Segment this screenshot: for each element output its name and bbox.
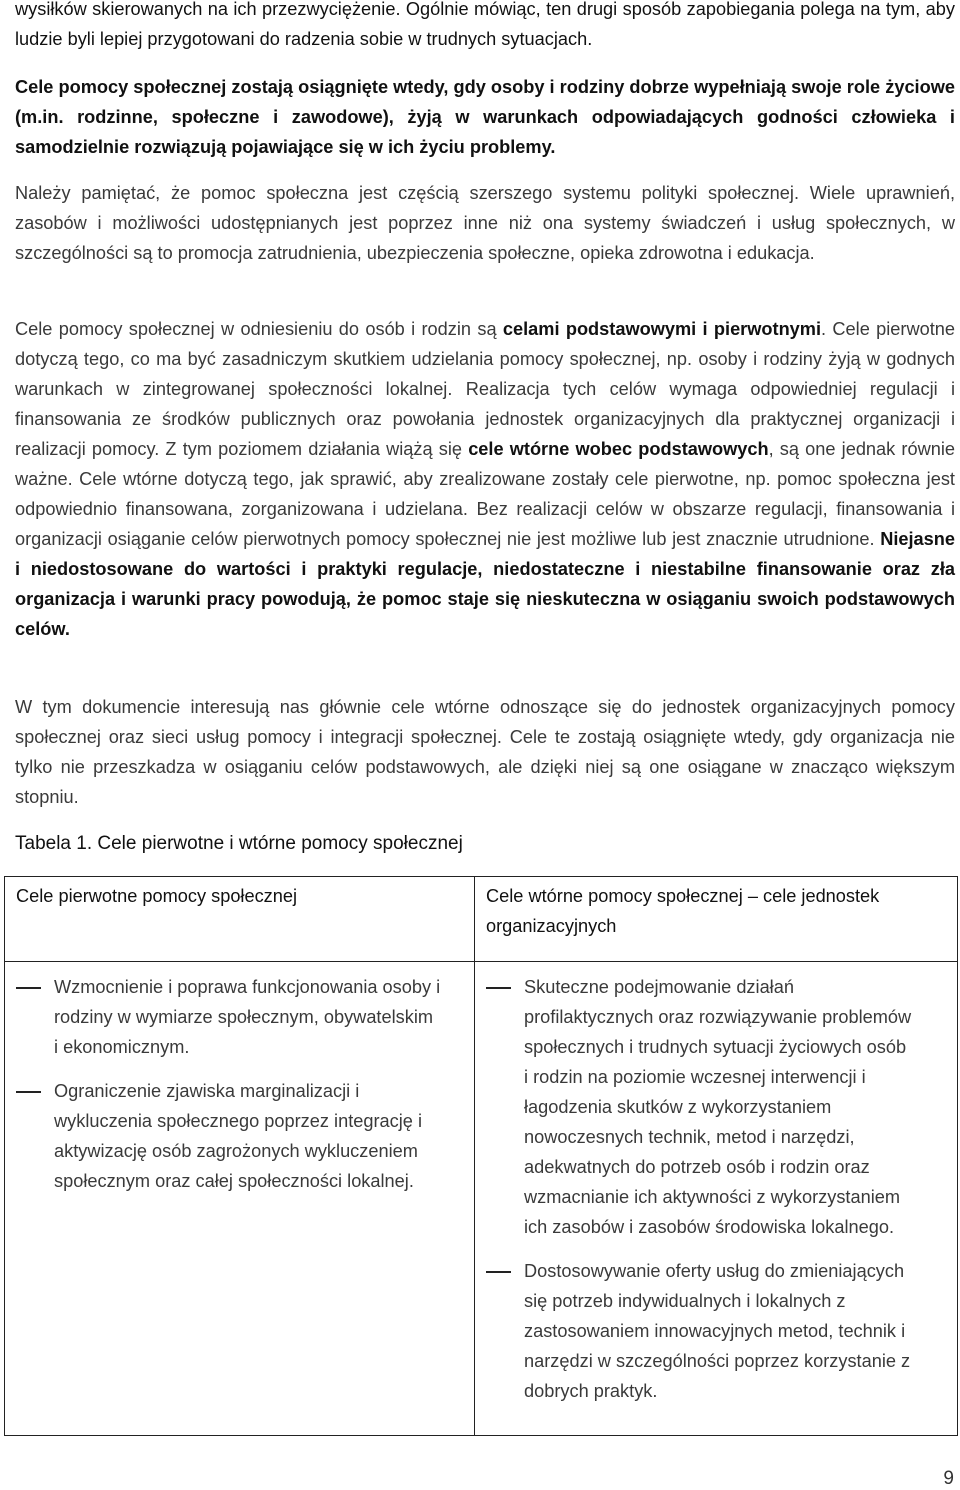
secondary-goals-list [486, 972, 945, 1406]
paragraph-goals-definition: Cele pomocy społecznej zostają osiągnięte wtedy, gdy osoby i rodziny dobrze wypełniają swoje role życiowe (m.in. rodzinne, społeczne i zawodowe), żyją w warunkach odpowiadających godności człowieka i samodzielnie rozwiązują pojawiające się w ich życiu problemy. [15, 77, 955, 157]
table-caption: Tabela 1. Cele pierwotne i wtórne pomocy społecznej [15, 833, 463, 854]
emphasis-warning: Niejasne i niedostosowane do wartości i praktyki regulacje, niedostateczne i niestabilne finansowanie oraz zła organizacja i warunki pracy powodują, że pomoc staje się nieskuteczna w osiąganiu swoich podstawowych celów. [15, 529, 955, 639]
text-segment: , są one jednak równie ważne. Cele wtórne dotyczą tego, jak sprawić, aby zrealizowane zostały cele pierwotne, np. pomoc społeczna jest odpowiednio finansowana, zorganizowana i udzielana. Bez realizacji celów w obszarze regulacji, finansowania i organizacji osiąganie celów pierwotnych pomocy społecznej nie jest możliwe lub jest znacznie utrudnione. [15, 439, 955, 549]
primary-goals-list [16, 972, 462, 1196]
primary-goals-cell [5, 962, 475, 1436]
text-segment: . Cele pierwotne dotyczą tego, co ma być zasadniczym skutkiem udzielania pomocy społecznej, np. osoby i rodziny żyją w godnych warunkach w zintegrowanej społeczności lokalnej. Realizacja tych celów wymaga odpowiedniej regulacji i finansowania ze środków publicznych oraz powołania jednostek organizacyjnych dla praktycznej organizacji i realizacji pomocy. Z tym poziomem działania wiążą się [15, 319, 955, 459]
page-number: 9 [943, 1468, 954, 1489]
emphasis-secondary-goals: cele wtórne wobec podstawowych [468, 439, 769, 459]
header-primary-goals: Cele pierwotne pomocy społecznej [5, 877, 475, 962]
list-item: Ograniczenie zjawiska marginalizacji i wykluczenia społecznego poprzez integrację i aktywizację osób zagrożonych wykluczeniem społecznym oraz całej społeczności lokalnej. [16, 1076, 462, 1196]
paragraph-document-scope: W tym dokumencie interesują nas głównie cele wtórne odnoszące się do jednostek organizacyjnych pomocy społecznej oraz sieci usług pomocy i integracji społecznej. Cele te zostają osiągnięte wtedy, gdy organizacja nie tylko nie przeszkadza w osiąganiu celów podstawowych, ale dzięki niej są one osiągane w znacząco większym stopniu. [15, 697, 955, 807]
list-item: Wzmocnienie i poprawa funkcjonowania osoby i rodziny w wymiarze społecznym, obywatelskim i ekonomicznym. [16, 972, 462, 1062]
header-secondary-goals: Cele wtórne pomocy społecznej – cele jednostek organizacyjnych [475, 877, 958, 962]
table-row [5, 962, 958, 1436]
table-header-row [5, 877, 958, 962]
text-segment: Cele pomocy społecznej w odniesieniu do osób i rodzin są [15, 319, 503, 339]
emphasis-primary-goals: celami podstawowymi i pierwotnymi [502, 319, 822, 339]
goals-table [4, 876, 958, 1436]
paragraph-social-policy: Należy pamiętać, że pomoc społeczna jest częścią szerszego systemu polityki społecznej. Wiele uprawnień, zasobów i możliwości udostępnianych jest poprzez inne niż ona systemy świadczeń i usług społecznych, w szczególności są to promocja zatrudnienia, ubezpieczenia społeczne, opieka zdrowotna i edukacja. [15, 183, 955, 263]
paragraph-primary-secondary-goals [15, 314, 955, 644]
list-item: Skuteczne podejmowanie działań profilaktycznych oraz rozwiązywanie problemów społecznych i trudnych sytuacji życiowych osób i rodzin na poziomie wczesnej interwencji i łagodzenia skutków z wykorzystaniem nowoczesnych technik, metod i narzędzi, adekwatnych do potrzeb osób i rodzin oraz wzmacnianie ich aktywności z wykorzystaniem ich zasobów i zasobów środowiska lokalnego. [486, 972, 945, 1242]
secondary-goals-cell [475, 962, 958, 1436]
paragraph-intro: wysiłków skierowanych na ich przezwyciężenie. Ogólnie mówiąc, ten drugi sposób zapobiegania polega na tym, aby ludzie byli lepiej przygotowani do radzenia sobie w trudnych sytuacjach. [15, 0, 955, 49]
list-item: Dostosowywanie oferty usług do zmieniających się potrzeb indywidualnych i lokalnych z zastosowaniem innowacyjnych metod, technik i narzędzi w szczególności poprzez korzystanie z dobrych praktyk. [486, 1256, 945, 1406]
